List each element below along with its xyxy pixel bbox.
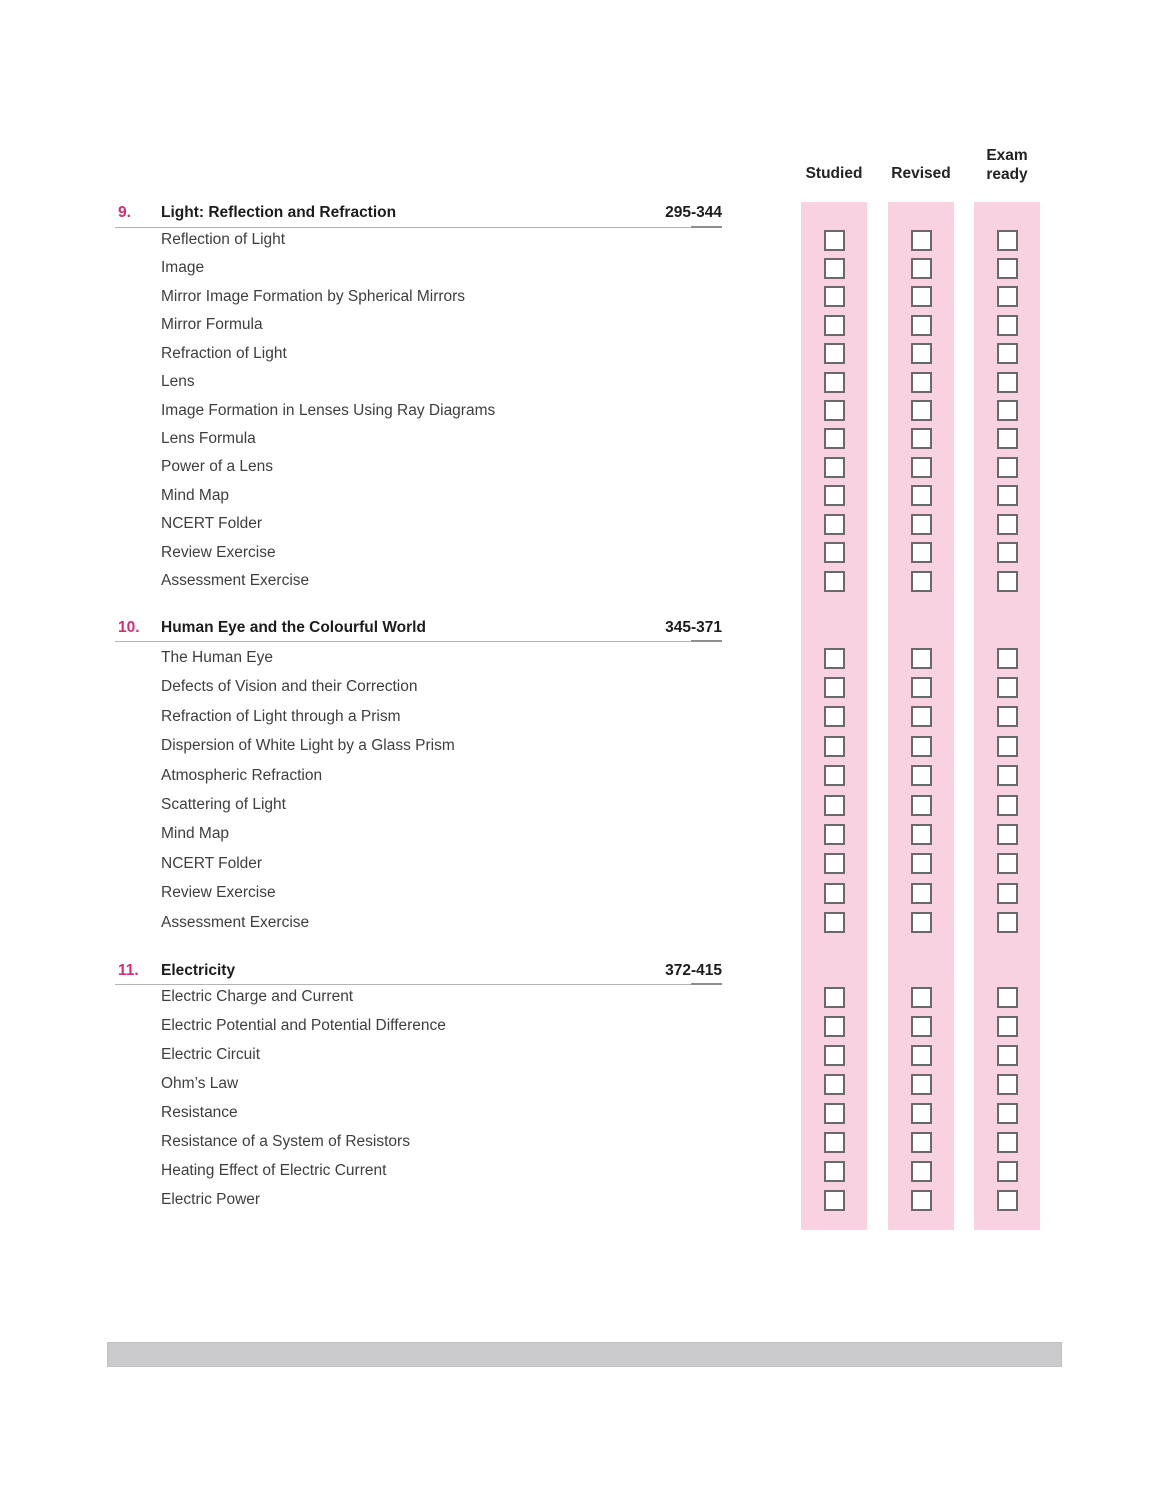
checkbox-studied[interactable] (824, 706, 845, 727)
topic-label: Electric Circuit (161, 1046, 261, 1063)
checkbox-revised[interactable] (911, 542, 932, 563)
checkbox-studied[interactable] (824, 736, 845, 757)
topic-label: Mirror Formula (161, 316, 263, 333)
checkbox-revised[interactable] (911, 1161, 932, 1182)
topic-label: Resistance (161, 1104, 238, 1121)
checkbox-exam-ready[interactable] (997, 1103, 1018, 1124)
column-header-exam-ready: Exam ready (986, 147, 1028, 183)
checkbox-exam-ready[interactable] (997, 677, 1018, 698)
topic-label: Image (161, 259, 205, 276)
checkbox-revised[interactable] (911, 1045, 932, 1066)
topic-label: Heating Effect of Electric Current (161, 1162, 387, 1179)
topic-label: Review Exercise (161, 884, 276, 901)
checkbox-studied[interactable] (824, 343, 845, 364)
checkbox-revised[interactable] (911, 372, 932, 393)
checkbox-studied[interactable] (824, 853, 845, 874)
checkbox-exam-ready[interactable] (997, 1161, 1018, 1182)
chapter-number: 9. (118, 204, 131, 221)
topic-label: Atmospheric Refraction (161, 767, 323, 784)
checkbox-exam-ready[interactable] (997, 1132, 1018, 1153)
checkbox-exam-ready[interactable] (997, 795, 1018, 816)
checkbox-exam-ready[interactable] (997, 343, 1018, 364)
topic-label: NCERT Folder (161, 855, 263, 872)
checkbox-studied[interactable] (824, 230, 845, 251)
topic-label: Electric Power (161, 1191, 261, 1208)
checkbox-exam-ready[interactable] (997, 428, 1018, 449)
checkbox-revised[interactable] (911, 1190, 932, 1211)
checkbox-studied[interactable] (824, 428, 845, 449)
checkbox-revised[interactable] (911, 987, 932, 1008)
checkbox-revised[interactable] (911, 736, 932, 757)
checkbox-revised[interactable] (911, 428, 932, 449)
chapter-pages: 345-371 (665, 619, 722, 636)
checkbox-exam-ready[interactable] (997, 258, 1018, 279)
topic-label: The Human Eye (161, 649, 273, 666)
checkbox-exam-ready[interactable] (997, 987, 1018, 1008)
topic-label: Electric Charge and Current (161, 988, 354, 1005)
checkbox-exam-ready[interactable] (997, 457, 1018, 478)
checkbox-exam-ready[interactable] (997, 485, 1018, 506)
checkbox-studied[interactable] (824, 286, 845, 307)
topic-label: Assessment Exercise (161, 914, 310, 931)
checkbox-revised[interactable] (911, 912, 932, 933)
chapter-pages: 295-344 (665, 204, 722, 221)
checkbox-revised[interactable] (911, 400, 932, 421)
checkbox-studied[interactable] (824, 542, 845, 563)
chapter-heading-rule (115, 641, 722, 642)
checkbox-revised[interactable] (911, 677, 932, 698)
checkbox-revised[interactable] (911, 514, 932, 535)
topic-label: Power of a Lens (161, 458, 274, 475)
checkbox-studied[interactable] (824, 912, 845, 933)
topic-label: Defects of Vision and their Correction (161, 678, 418, 695)
chapter-title: Electricity (161, 962, 236, 979)
checkbox-studied[interactable] (824, 1016, 845, 1037)
checkbox-revised[interactable] (911, 343, 932, 364)
checkbox-studied[interactable] (824, 795, 845, 816)
checkbox-exam-ready[interactable] (997, 883, 1018, 904)
checkbox-revised[interactable] (911, 795, 932, 816)
checkbox-studied[interactable] (824, 824, 845, 845)
checkbox-revised[interactable] (911, 765, 932, 786)
checkbox-studied[interactable] (824, 258, 845, 279)
checkbox-exam-ready[interactable] (997, 286, 1018, 307)
checkbox-revised[interactable] (911, 1132, 932, 1153)
checkbox-studied[interactable] (824, 1103, 845, 1124)
checkbox-studied[interactable] (824, 457, 845, 478)
checkbox-revised[interactable] (911, 1103, 932, 1124)
topic-label: Review Exercise (161, 544, 276, 561)
topic-label: Mind Map (161, 487, 230, 504)
checkbox-studied[interactable] (824, 1190, 845, 1211)
chapter-heading-rule-end-dash (691, 640, 722, 642)
topic-label: NCERT Folder (161, 515, 263, 532)
checkbox-studied[interactable] (824, 571, 845, 592)
topic-label: Ohm’s Law (161, 1075, 239, 1092)
checkbox-exam-ready[interactable] (997, 824, 1018, 845)
checkbox-exam-ready[interactable] (997, 400, 1018, 421)
checkbox-exam-ready[interactable] (997, 1190, 1018, 1211)
topic-label: Scattering of Light (161, 796, 286, 813)
checkbox-revised[interactable] (911, 706, 932, 727)
checkbox-studied[interactable] (824, 1045, 845, 1066)
checkbox-studied[interactable] (824, 485, 845, 506)
checkbox-exam-ready[interactable] (997, 571, 1018, 592)
checkbox-exam-ready[interactable] (997, 736, 1018, 757)
footer-bar (107, 1342, 1062, 1367)
checkbox-revised[interactable] (911, 853, 932, 874)
chapter-heading-rule-end-dash (691, 983, 722, 985)
checkbox-exam-ready[interactable] (997, 648, 1018, 669)
checkbox-revised[interactable] (911, 457, 932, 478)
chapter-number: 11. (118, 962, 139, 979)
checkbox-exam-ready[interactable] (997, 230, 1018, 251)
chapter-pages: 372-415 (665, 962, 722, 979)
checkbox-revised[interactable] (911, 1016, 932, 1037)
checkbox-studied[interactable] (824, 514, 845, 535)
checkbox-exam-ready[interactable] (997, 542, 1018, 563)
checkbox-revised[interactable] (911, 824, 932, 845)
checkbox-studied[interactable] (824, 987, 845, 1008)
checkbox-studied[interactable] (824, 677, 845, 698)
column-header-studied: Studied (805, 165, 863, 182)
chapter-heading-rule-end-dash (691, 226, 722, 228)
checkbox-studied[interactable] (824, 372, 845, 393)
checkbox-studied[interactable] (824, 765, 845, 786)
topic-label: Electric Potential and Potential Difference (161, 1017, 446, 1034)
topic-label: Mirror Image Formation by Spherical Mirrors (161, 288, 466, 305)
topic-label: Refraction of Light through a Prism (161, 708, 401, 725)
topic-label: Lens Formula (161, 430, 256, 447)
checkbox-revised[interactable] (911, 230, 932, 251)
checkbox-revised[interactable] (911, 1074, 932, 1095)
checkbox-exam-ready[interactable] (997, 315, 1018, 336)
topic-label: Assessment Exercise (161, 572, 310, 589)
checkbox-revised[interactable] (911, 485, 932, 506)
topic-label: Resistance of a System of Resistors (161, 1133, 410, 1150)
checkbox-revised[interactable] (911, 258, 932, 279)
checkbox-revised[interactable] (911, 286, 932, 307)
chapter-title: Light: Reflection and Refraction (161, 204, 397, 221)
checkbox-exam-ready[interactable] (997, 853, 1018, 874)
checkbox-exam-ready[interactable] (997, 1016, 1018, 1037)
checkbox-exam-ready[interactable] (997, 765, 1018, 786)
checkbox-exam-ready[interactable] (997, 514, 1018, 535)
checkbox-studied[interactable] (824, 315, 845, 336)
checkbox-studied[interactable] (824, 1074, 845, 1095)
checkbox-exam-ready[interactable] (997, 912, 1018, 933)
topic-label: Lens (161, 373, 195, 390)
checkbox-studied[interactable] (824, 400, 845, 421)
topic-label: Mind Map (161, 825, 230, 842)
checkbox-revised[interactable] (911, 648, 932, 669)
column-header-revised: Revised (891, 165, 951, 182)
chapter-heading-rule (115, 227, 722, 228)
checkbox-revised[interactable] (911, 571, 932, 592)
topic-label: Dispersion of White Light by a Glass Prism (161, 737, 455, 754)
topic-label: Image Formation in Lenses Using Ray Diagrams (161, 402, 496, 419)
checkbox-studied[interactable] (824, 1161, 845, 1182)
checkbox-studied[interactable] (824, 1132, 845, 1153)
checkbox-exam-ready[interactable] (997, 1074, 1018, 1095)
checkbox-exam-ready[interactable] (997, 1045, 1018, 1066)
topic-label: Refraction of Light (161, 345, 287, 362)
checkbox-revised[interactable] (911, 883, 932, 904)
checkbox-studied[interactable] (824, 648, 845, 669)
checkbox-exam-ready[interactable] (997, 372, 1018, 393)
checkbox-revised[interactable] (911, 315, 932, 336)
topic-label: Reflection of Light (161, 231, 286, 248)
checkbox-studied[interactable] (824, 883, 845, 904)
checkbox-exam-ready[interactable] (997, 706, 1018, 727)
chapter-heading-rule (115, 984, 722, 985)
chapter-number: 10. (118, 619, 140, 636)
chapter-title: Human Eye and the Colourful World (161, 619, 426, 636)
